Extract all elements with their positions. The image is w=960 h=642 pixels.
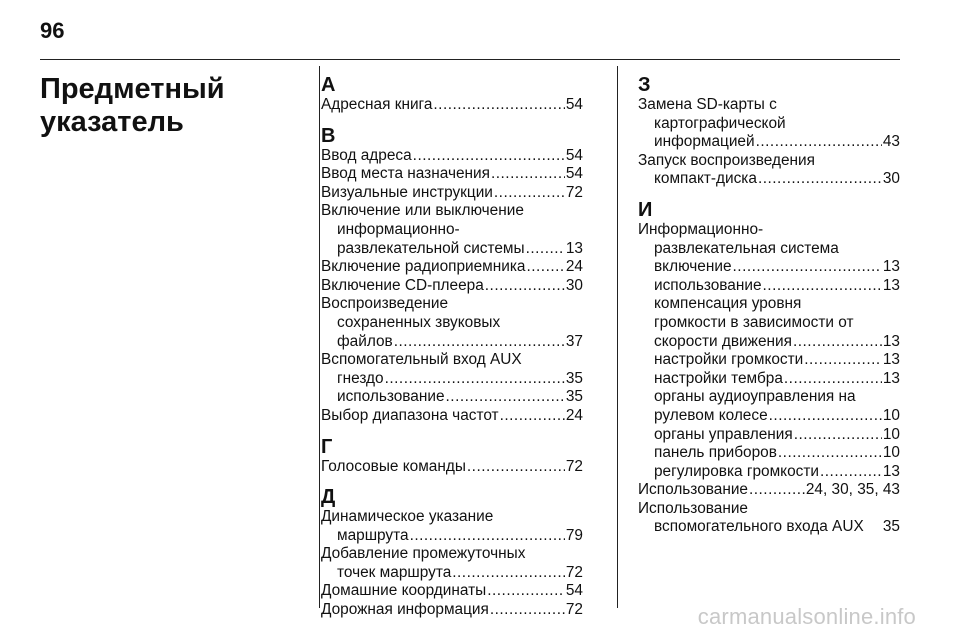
index-entry-text: Ввод места назначения	[321, 165, 490, 183]
index-title	[40, 73, 300, 139]
dot-leader	[794, 426, 882, 445]
index-entry-page: 13	[882, 369, 900, 387]
index-entry-page: 72	[565, 457, 583, 475]
index-entry-text: Адресная книга	[321, 96, 433, 113]
index-entry-text: настройки громкости	[654, 351, 804, 369]
page-number: 96	[40, 18, 65, 43]
index-column-1	[321, 74, 583, 620]
index-entry-page: 13	[565, 239, 583, 257]
index-entry-page: 13	[882, 276, 900, 294]
index-entry	[321, 582, 583, 601]
index-entry	[638, 444, 900, 463]
dot-leader	[778, 444, 882, 463]
index-entry	[321, 407, 583, 426]
dot-leader	[758, 170, 882, 189]
index-entry-page: 13	[882, 258, 900, 276]
index-entry-text: Использование	[638, 481, 748, 499]
index-entry-page: 54	[565, 146, 583, 164]
index-entry-line: Замена SD-карты с	[638, 96, 777, 113]
index-entry-text: регулировка громкости	[654, 462, 819, 480]
index-letter-heading: Д	[321, 486, 336, 509]
index-entry-line: Динамическое указание	[321, 508, 494, 526]
index-entry-page: 10	[882, 425, 900, 443]
column-divider-left	[319, 66, 320, 608]
index-entry	[321, 147, 583, 166]
index-entry-line: сохраненных звуковых	[337, 313, 501, 331]
index-entry	[321, 184, 583, 203]
index-entry-text: использование	[654, 276, 762, 294]
index-entry-page: 37	[565, 332, 583, 350]
index-entry-text: использование	[337, 388, 445, 406]
index-entry-text: Включение CD-плеера	[321, 276, 484, 294]
index-entry-line: Включение или выключение	[321, 202, 524, 220]
dot-leader	[452, 564, 565, 583]
index-entry-page: 35	[565, 369, 583, 387]
index-entry-text: файлов	[337, 332, 393, 350]
index-entry-page: 35	[565, 388, 583, 406]
index-entry-text: развлекательной системы	[337, 239, 525, 257]
index-entry-line: Использование	[638, 499, 748, 517]
dot-leader	[793, 333, 882, 352]
index-entry	[321, 370, 583, 389]
index-letter-heading: Г	[321, 435, 333, 458]
index-entry-page: 10	[882, 406, 900, 424]
index-entry-text: точек маршрута	[337, 563, 452, 581]
index-entry-text: компакт-диска	[654, 170, 757, 188]
dot-leader	[413, 147, 565, 166]
index-entry	[638, 426, 900, 445]
index-entry	[638, 133, 900, 152]
index-entry	[321, 96, 583, 115]
index-entry	[321, 601, 583, 620]
index-entry-text: настройки тембра	[654, 369, 783, 387]
index-letter-heading: А	[321, 74, 336, 96]
dot-leader	[494, 184, 565, 203]
dot-leader	[446, 388, 565, 407]
index-entry-line: органы аудиоуправления на	[654, 388, 856, 406]
index-entry-line: громкости в зависимости от	[654, 313, 854, 331]
dot-leader	[784, 370, 882, 389]
index-entry	[638, 370, 900, 389]
dot-leader	[763, 277, 882, 296]
index-entry-line: информационно-	[337, 220, 460, 238]
dot-leader	[490, 601, 565, 620]
index-entry-page: 24	[565, 258, 583, 276]
index-entry-line: Запуск воспроизведения	[638, 151, 815, 169]
index-entry-text: Домашние координаты	[321, 582, 487, 600]
index-entry	[321, 258, 583, 277]
index-entry-page: 35	[882, 518, 900, 536]
index-entry-text: маршрута	[337, 526, 409, 544]
dot-leader	[749, 481, 805, 500]
index-letter-heading: З	[638, 74, 651, 96]
index-entry-text: информацией	[654, 133, 755, 151]
index-entry	[321, 165, 583, 184]
index-entry-text: Голосовые команды	[321, 457, 466, 475]
dot-leader	[526, 258, 564, 277]
index-entry	[321, 458, 583, 477]
dot-leader	[467, 458, 565, 477]
index-entry-page: 72	[565, 601, 583, 619]
index-entry-page: 72	[565, 183, 583, 201]
index-entry-text: панель приборов	[654, 444, 777, 462]
index-entry	[638, 463, 900, 482]
index-entry-page: 13	[882, 332, 900, 350]
index-column-2	[638, 74, 900, 537]
index-entry-text: Включение радиоприемника	[321, 258, 526, 276]
index-entry-text: гнездо	[337, 369, 384, 387]
index-entry-page: 24	[565, 406, 583, 424]
index-entry	[321, 277, 583, 296]
index-entry-text: скорости движения	[654, 332, 792, 350]
index-entry-line: компенсация уровня	[654, 295, 802, 313]
dot-leader	[491, 165, 565, 184]
header-rule	[40, 59, 900, 60]
dot-leader	[433, 96, 564, 115]
index-entry-page: 43	[882, 133, 900, 151]
index-entry	[638, 518, 900, 537]
index-entry	[321, 527, 583, 546]
index-entry-page: 30	[882, 170, 900, 188]
dot-leader	[526, 240, 565, 259]
index-letter-heading: В	[321, 124, 336, 147]
index-entry-line: Вспомогательный вход AUX	[321, 351, 522, 369]
index-entry	[321, 333, 583, 352]
index-entry-line: Воспроизведение	[321, 295, 449, 313]
dot-leader	[804, 351, 882, 370]
index-entry-text: Дорожная информация	[321, 601, 489, 619]
index-entry-text: рулевом колесе	[654, 406, 768, 424]
dot-leader	[733, 258, 882, 277]
index-entry-line: Добавление промежуточных	[321, 545, 526, 563]
dot-leader	[500, 407, 565, 426]
watermark: carmanualsonline.info	[697, 604, 916, 629]
index-entry	[321, 240, 583, 259]
index-entry	[638, 351, 900, 370]
index-entry-line: развлекательная система	[654, 239, 839, 257]
index-entry	[638, 481, 900, 500]
index-entry-page: 10	[882, 444, 900, 462]
index-entry	[638, 170, 900, 189]
index-entry-page: 79	[565, 526, 583, 544]
dot-leader	[820, 463, 882, 482]
index-entry-text: Выбор диапазона частот	[321, 406, 499, 424]
dot-leader	[410, 527, 565, 546]
column-divider-right	[617, 66, 618, 608]
index-entry-line: Информационно-	[638, 220, 764, 238]
index-entry-page: 54	[565, 582, 583, 600]
dot-leader	[769, 407, 882, 426]
index-entry-page: 72	[565, 563, 583, 581]
index-entry-page: 54	[565, 165, 583, 183]
index-entry	[638, 407, 900, 426]
index-letter-heading: И	[638, 198, 653, 221]
dot-leader	[756, 133, 882, 152]
index-entry-text: Ввод адреса	[321, 146, 412, 164]
index-entry	[638, 277, 900, 296]
dot-leader	[394, 333, 565, 352]
index-entry	[321, 564, 583, 583]
index-entry-text: органы управления	[654, 425, 793, 443]
index-entry-page: 13	[882, 351, 900, 369]
index-entry-text: включение	[654, 258, 732, 276]
index-title-line-2: указатель	[40, 106, 184, 138]
dot-leader	[385, 370, 565, 389]
index-entry	[321, 388, 583, 407]
index-entry-page: 24, 30, 35, 43	[805, 481, 900, 499]
index-entry-text: вспомогательного входа AUX	[654, 518, 864, 536]
index-entry	[638, 258, 900, 277]
dot-leader	[487, 582, 565, 601]
index-entry	[638, 333, 900, 352]
index-entry-page: 54	[565, 96, 583, 113]
dot-leader	[485, 277, 565, 296]
index-entry-page: 13	[882, 462, 900, 480]
index-entry-page: 30	[565, 276, 583, 294]
index-entry-line: картографической	[654, 114, 786, 132]
index-title-line-1: Предметный	[40, 73, 225, 105]
index-entry-text: Визуальные инструкции	[321, 183, 493, 201]
